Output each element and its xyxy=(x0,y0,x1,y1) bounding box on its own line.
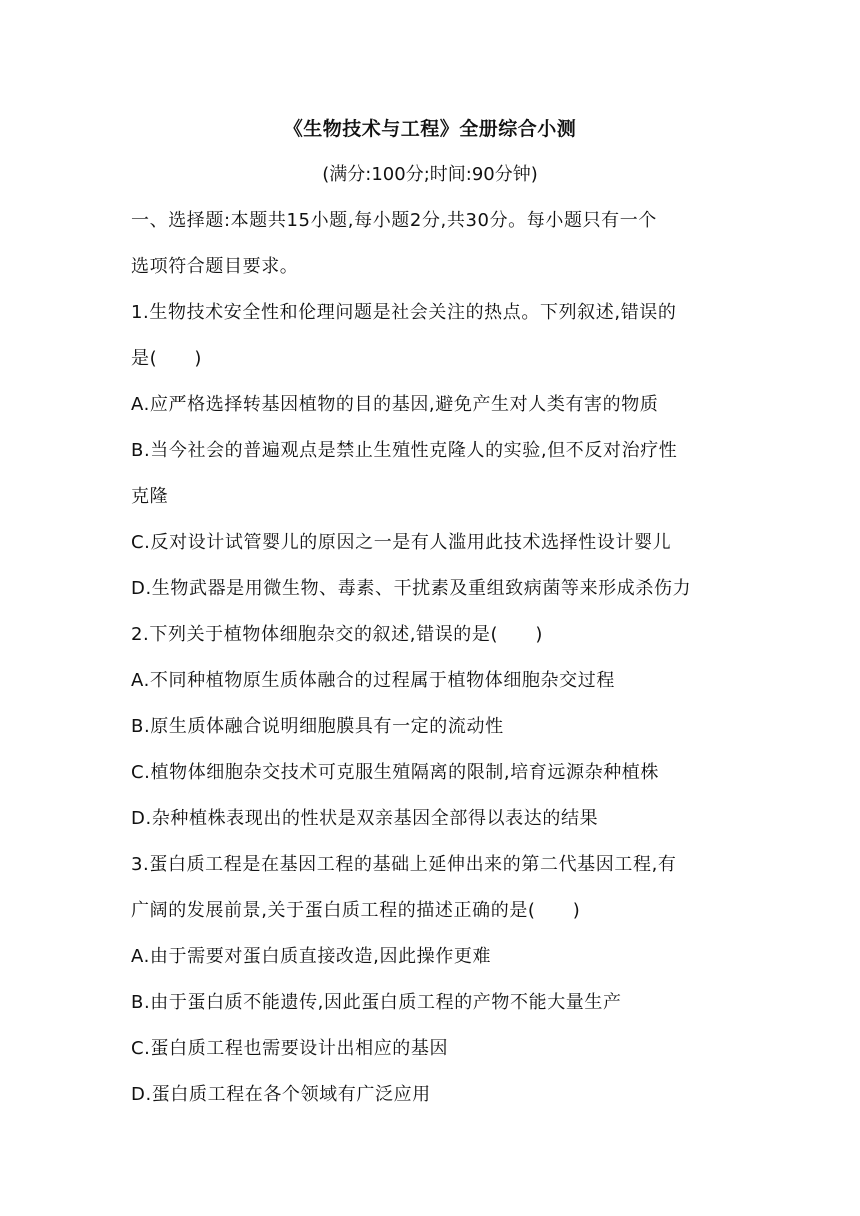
question-3-option-a: A.由于需要对蛋白质直接改造,因此操作更难 xyxy=(131,946,492,967)
question-2-option-a: A.不同种植物原生质体融合的过程属于植物体细胞杂交过程 xyxy=(131,670,615,691)
question-1-option-a: A.应严格选择转基因植物的目的基因,避免产生对人类有害的物质 xyxy=(131,394,659,415)
question-3-stem-cont: 广阔的发展前景,关于蛋白质工程的描述正确的是( ) xyxy=(131,900,581,921)
question-2-stem: 2.下列关于植物体细胞杂交的叙述,错误的是( ) xyxy=(131,624,543,645)
question-1-option-c: C.反对设计试管婴儿的原因之一是有人滥用此技术选择性设计婴儿 xyxy=(131,532,672,553)
question-3-option-d: D.蛋白质工程在各个领域有广泛应用 xyxy=(131,1084,431,1105)
question-3-option-b: B.由于蛋白质不能遗传,因此蛋白质工程的产物不能大量生产 xyxy=(131,992,622,1013)
section-heading-cont: 选项符合题目要求。 xyxy=(131,256,299,277)
question-3-option-c: C.蛋白质工程也需要设计出相应的基因 xyxy=(131,1038,449,1059)
question-1-option-b: B.当今社会的普遍观点是禁止生殖性克隆人的实验,但不反对治疗性 xyxy=(131,440,678,461)
question-2-option-c: C.植物体细胞杂交技术可克服生殖隔离的限制,培育远源杂种植株 xyxy=(131,762,660,783)
page-title: 《生物技术与工程》全册综合小测 xyxy=(283,118,577,140)
question-3-stem: 3.蛋白质工程是在基因工程的基础上延伸出来的第二代基因工程,有 xyxy=(131,854,677,875)
question-1-option-b-cont: 克隆 xyxy=(131,486,169,507)
section-heading: 一、选择题:本题共15小题,每小题2分,共30分。每小题只有一个 xyxy=(131,210,657,231)
question-1-stem: 1.生物技术安全性和伦理问题是社会关注的热点。下列叙述,错误的 xyxy=(131,302,677,323)
score-time-info: (满分:100分;时间:90分钟) xyxy=(322,164,538,185)
question-2-option-d: D.杂种植株表现出的性状是双亲基因全部得以表达的结果 xyxy=(131,808,599,829)
question-1-stem-cont: 是( ) xyxy=(131,348,203,369)
question-1-option-d: D.生物武器是用微生物、毒素、干扰素及重组致病菌等来形成杀伤力 xyxy=(131,578,692,599)
question-2-option-b: B.原生质体融合说明细胞膜具有一定的流动性 xyxy=(131,716,504,737)
